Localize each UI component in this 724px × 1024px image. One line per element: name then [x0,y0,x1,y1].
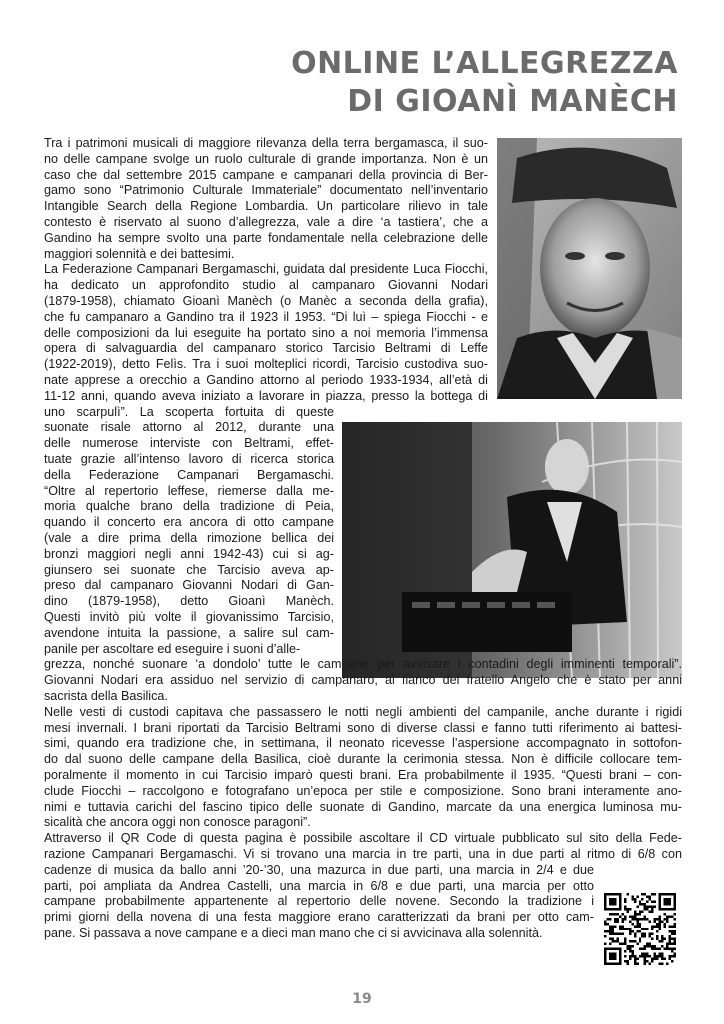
body-text-line: della Federazione Campanari Bergamaschi. [44,467,334,482]
body-text-line: nate apprese a orecchio a Gandino attorno al periodo 1933-1934, all’età di [44,373,488,387]
body-text-line: Giovanni Nodari era assiduo nel servizio di campanaro, al fianco del fratello Angelo che è stato per anni [44,673,682,688]
body-text-line: razione Campanari Bergamaschi. Vi si trovano una marcia in tre parti, una in due parti al ritmo di 6/8 con [44,847,682,861]
body-text-line: panile per ascoltare ed eseguire i suoni d’alle- [44,641,301,656]
body-text-line: bronzi maggiori negli anni 1942-43) cui si ag- [44,546,334,561]
body-text-line: do dal suono delle campane della Basilica, cioè durante la cerimonia stessa. Non è difficile collocare tem- [44,752,682,767]
body-text-line: 11-12 anni, quando aveva iniziato a lavorare in piazza, presso la bottega di [44,388,488,403]
body-text-line: clude Fiocchi – raccolgono e fotografano un’epoca per stile e composizione. Sono brani interamente ano- [44,783,682,798]
body-text-line: Gandino ha sempre svolto una parte fondamentale nella celebrazione delle [44,230,488,245]
body-text-line: Tra i patrimoni musicali di maggiore rilevanza della terra bergamasca, il suo- [44,136,488,150]
body-text-line: (vale a dire prima della rimozione bellica dei [44,531,334,545]
body-text-line: contesto è riservato al suono d’allegrezza, vale a dire ‘a tastiera’, che a [44,215,488,229]
body-text-line: moria qualche brano della tradizione di Peia, [44,499,334,514]
body-text-line: campane probabilmente appartenente al repertorio delle novene. Secondo la tradizione i [44,894,594,909]
portrait-photo [497,138,682,399]
article-title-line-2: DI GIOANÌ MANÈCH [347,84,678,119]
body-text-line: gamo sono “Patrimonio Culturale Immateriale” documentato nell’inventario [44,183,488,198]
body-text-line: Intangible Search della Regione Lombardia. Un particolare rilievo in tale [44,199,488,214]
body-text-line: pane. Si passava a nove campane e a dieci man mano che ci si avvicinava alla solennità. [44,926,543,940]
body-text-line: delle numerose interviste con Beltrami, effet- [44,436,334,451]
body-text-line: giunsero sei suonate che Tarcisio aveva ap- [44,562,334,577]
body-text-line: tuate grazie all’intenso lavoro di ricerca storica [44,452,334,466]
article-title-line-1: ONLINE L’ALLEGREZZA [291,46,678,81]
bell-ringer-photo [342,422,682,678]
body-text-line: suonate risale attorno al 2012, durante una [44,420,334,435]
body-text-line: poralmente il momento in cui Tarcisio imparò questi brani. Era probabilmente il 1935. “Questi brani – con- [44,768,682,782]
body-text-line: opera di salvaguardia del campanaro storico Tarcisio Beltrami di Leffe [44,341,488,356]
page-number: 19 [352,991,372,1007]
body-text-line: no delle campane svolge un ruolo culturale di grande importanza. Non è un [44,151,488,166]
body-text-line: sacrista della Basilica. [44,689,168,703]
body-text-line: cadenze di musica da ballo anni ’20-’30, una mazurca in due parti, una marcia in 2/4 e due [44,862,594,877]
body-text-line: mesi invernali. I brani riportati da Tarcisio Beltrami sono di diverse classi e fanno tutti riferimento ai battesi- [44,720,682,735]
body-text-line: ha dedicato un approfondito studio al campanaro Giovanni Nodari [44,278,488,293]
body-text-line: La Federazione Campanari Bergamaschi, guidata dal presidente Luca Fiocchi, [44,262,488,277]
body-text-line: caso che dal settembre 2015 campane e campanari della provincia di Ber- [44,167,488,182]
body-text-line: (1879-1958), chiamato Gioanì Manèch (o Manèc a seconda della grafia), [44,294,488,308]
body-text-line: maggiori solennità e dei battesimi. [44,246,235,261]
body-text-line: parti, poi ampliata da Andrea Castelli, una marcia in 6/8 e due parti, una marcia per otto [44,878,594,893]
body-text-line: simi, quando era tradizione che, in settimana, il neonato ricevesse l’aspersione accompagnato in sottofon- [44,736,682,751]
body-text-line: preso dal campanaro Giovanni Nodari di Gan- [44,578,334,593]
body-text-line: “Oltre al repertorio leffese, riemerse dalla me- [44,483,334,498]
body-text-line: grezza, nonché suonare ‘a dondolo’ tutte le campane per avvisare i contadini degli imminenti temporali”. [44,657,682,672]
body-text-line: delle composizioni da lui eseguite ha portato sino a noi memoria l’immensa [44,325,488,340]
body-text-line: Attraverso il QR Code di questa pagina è possibile ascoltare il CD virtuale pubblicato sul sito della Fede- [44,831,682,846]
body-text-line: avendone intuita la passione, a salire sul cam- [44,625,334,640]
body-text-line: Nelle vesti di custodi capitava che passassero le notti negli ambienti del campanile, anche durante i rigidi [44,704,682,719]
body-text-line: (1922-2019), detto Felìs. Tra i suoi molteplici ricordi, Tarcisio custodiva suo- [44,357,488,372]
qr-code-icon[interactable] [604,893,676,965]
body-text-line: che fu campanaro a Gandino tra il 1923 il 1953. “Di luì – spiega Fiocchi - e [44,309,488,324]
body-text-line: quando il concerto era ancora di otto campane [44,515,334,530]
body-text-line: nimi e tuttavia carichi del fascino tipico delle suonate di Gandino, marcate da una energica luminosa mu- [44,799,682,814]
body-text-line: dino (1879-1958), detto Gioanì Manèch. [44,594,334,609]
body-text-line: sicalità che ancora oggi non conosce paragoni”. [44,815,311,830]
body-text-line: uno scarpulì”. La scoperta fortuita di queste [44,404,334,419]
body-text-line: Questi invitò più volte il giovanissimo Tarcisio, [44,610,334,624]
body-text-line: primi giorni della novena di una festa maggiore erano caratterizzati da brani per otto cam- [44,910,594,925]
